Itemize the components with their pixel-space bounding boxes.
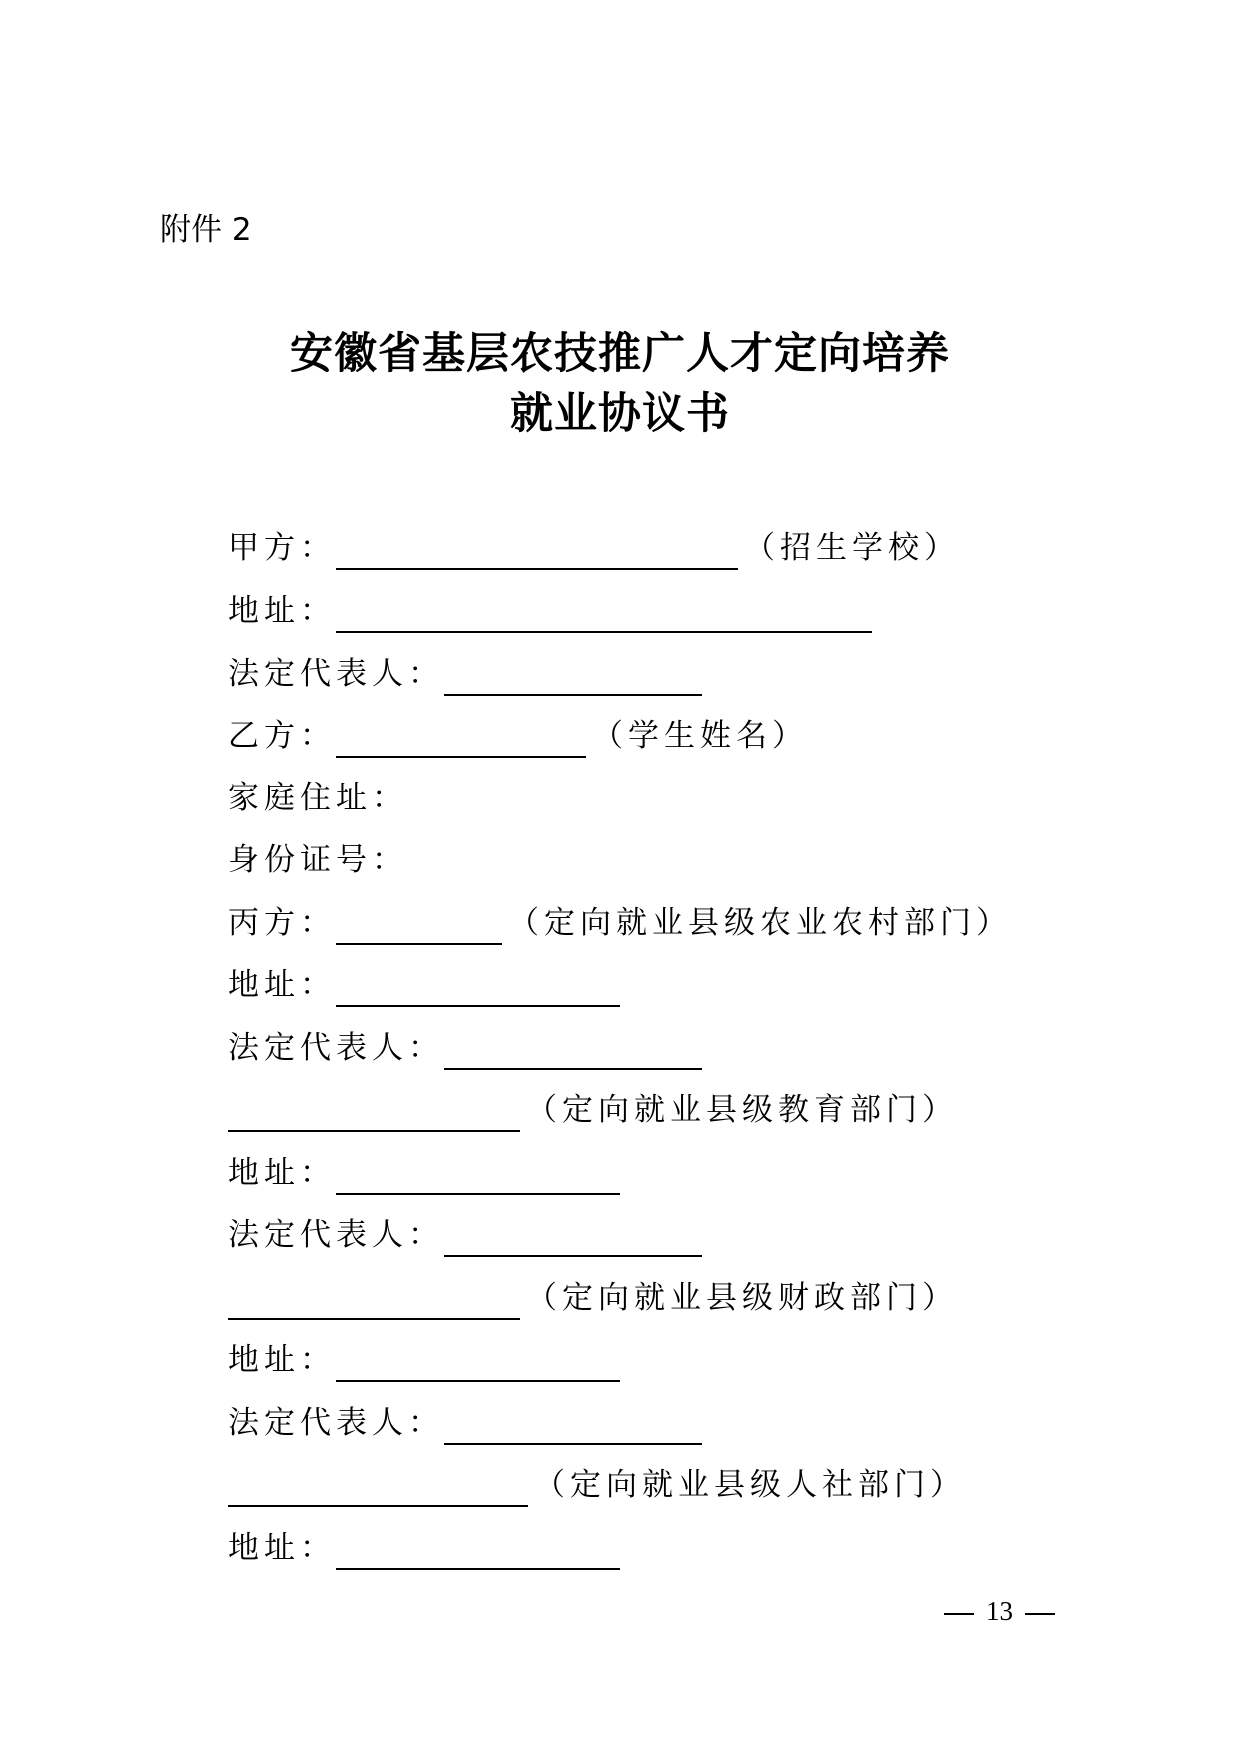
page-footer: [932, 1594, 1067, 1628]
party-b-blank[interactable]: [336, 714, 586, 758]
party-c-address-label: 地址：: [228, 967, 336, 1003]
education-dept-legal-rep-row: [228, 1213, 1128, 1257]
hr-dept-address-blank[interactable]: [336, 1526, 620, 1570]
hr-dept-note: （定向就业县级人社部门）: [534, 1467, 966, 1503]
hr-dept-address-row: [228, 1526, 1128, 1570]
attachment-label: 附件 2: [160, 212, 252, 248]
education-dept-legal-rep-blank[interactable]: [444, 1213, 702, 1257]
finance-dept-legal-rep-row: [228, 1401, 1128, 1445]
party-a-address-blank[interactable]: [336, 589, 872, 633]
document-title-line2: 就业协议书: [510, 389, 730, 439]
party-b-row: [228, 714, 1128, 758]
education-dept-blank[interactable]: [228, 1088, 520, 1132]
footer-dash-right: [1025, 1613, 1055, 1615]
party-c-row: [228, 901, 1128, 945]
party-c-legal-rep-blank[interactable]: [444, 1026, 702, 1070]
party-b-label: 乙方：: [228, 718, 336, 754]
page-number: 13: [986, 1596, 1013, 1626]
party-c-legal-rep-row: [228, 1026, 1128, 1070]
party-a-note: （招生学校）: [744, 530, 960, 566]
education-dept-row: [228, 1088, 1128, 1132]
party-b-id-number-label: 身份证号：: [228, 842, 408, 878]
party-a-row: [228, 526, 1128, 570]
party-a-blank[interactable]: [336, 526, 738, 570]
party-a-legal-rep-blank[interactable]: [444, 652, 702, 696]
hr-dept-row: [228, 1463, 1128, 1507]
document-title-line1: 安徽省基层农技推广人才定向培养: [290, 329, 950, 379]
finance-dept-row: [228, 1276, 1128, 1320]
party-b-home-address-row: [228, 776, 1128, 820]
party-c-blank[interactable]: [336, 901, 502, 945]
party-c-label: 丙方：: [228, 905, 336, 941]
education-dept-address-label: 地址：: [228, 1155, 336, 1191]
party-b-id-number-row: [228, 838, 1128, 882]
finance-dept-address-blank[interactable]: [336, 1338, 620, 1382]
party-c-address-row: [228, 963, 1128, 1007]
finance-dept-address-row: [228, 1338, 1128, 1382]
finance-dept-blank[interactable]: [228, 1276, 520, 1320]
party-a-legal-rep-label: 法定代表人：: [228, 656, 444, 692]
party-a-address-row: [228, 589, 1128, 633]
finance-dept-legal-rep-label: 法定代表人：: [228, 1405, 444, 1441]
hr-dept-address-label: 地址：: [228, 1530, 336, 1566]
party-a-address-label: 地址：: [228, 593, 336, 629]
education-dept-address-row: [228, 1151, 1128, 1195]
party-c-note: （定向就业县级农业农村部门）: [508, 905, 1012, 941]
party-b-note: （学生姓名）: [592, 718, 808, 754]
party-c-address-blank[interactable]: [336, 963, 620, 1007]
education-dept-address-blank[interactable]: [336, 1151, 620, 1195]
party-a-legal-rep-row: [228, 652, 1128, 696]
finance-dept-note: （定向就业县级财政部门）: [526, 1280, 958, 1316]
footer-dash-left: [944, 1613, 974, 1615]
finance-dept-legal-rep-blank[interactable]: [444, 1401, 702, 1445]
hr-dept-blank[interactable]: [228, 1463, 528, 1507]
finance-dept-address-label: 地址：: [228, 1342, 336, 1378]
education-dept-legal-rep-label: 法定代表人：: [228, 1217, 444, 1253]
education-dept-note: （定向就业县级教育部门）: [526, 1092, 958, 1128]
party-a-label: 甲方：: [228, 530, 336, 566]
party-b-home-address-label: 家庭住址：: [228, 780, 408, 816]
party-c-legal-rep-label: 法定代表人：: [228, 1030, 444, 1066]
